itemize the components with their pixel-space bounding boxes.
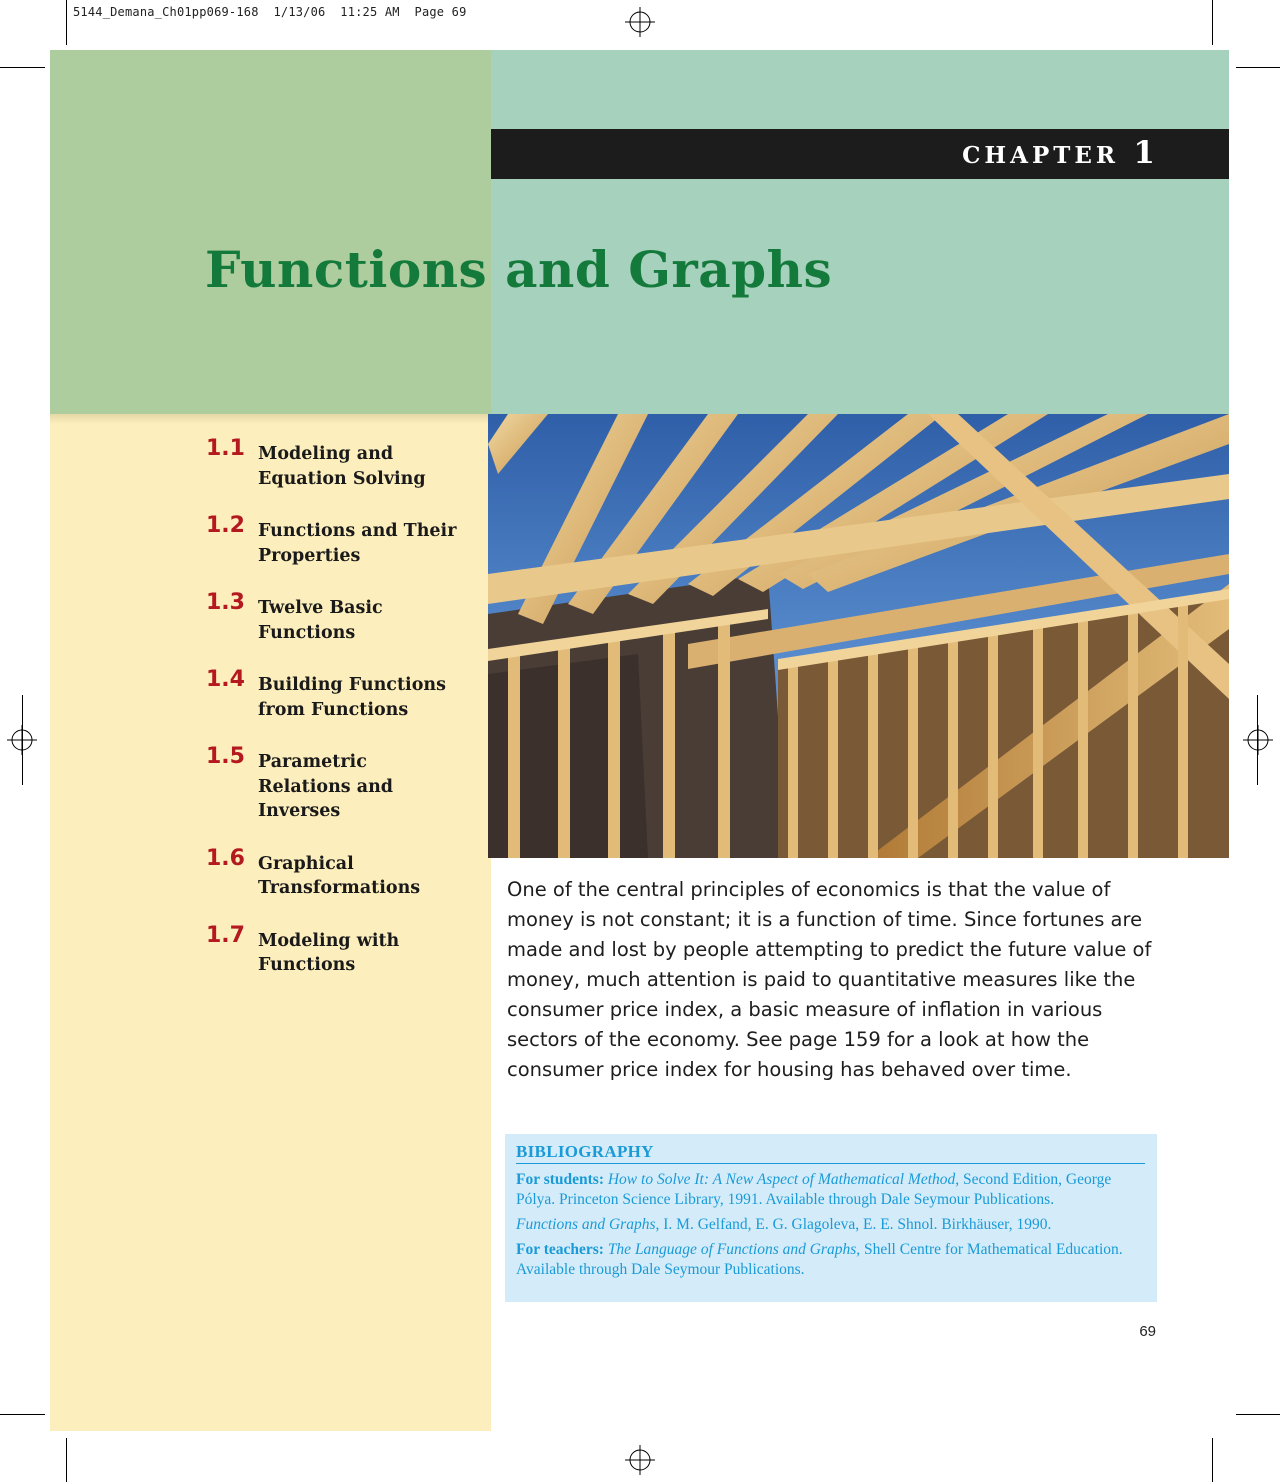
students-book-details: , Second Edition, George Pólya. Princeton Science Library, 1991. Available through Dale Seymour Publications. [516,1171,1112,1208]
second-book-title: Functions and Graphs [516,1216,656,1233]
table-of-contents [206,436,486,1000]
crop-mark [66,1438,67,1482]
crop-mark [1236,1414,1280,1415]
registration-mark-icon [625,7,655,37]
crop-mark [22,695,23,785]
crop-mark [1212,1438,1213,1482]
page-number: 69 [1139,1323,1156,1340]
crop-mark [66,0,67,45]
toc-section-title: Parametric Relations and Inverses [258,752,394,821]
bibliography-heading: BIBLIOGRAPHY [516,1142,1145,1164]
toc-section-title: Twelve Basic Functions [258,598,383,643]
toc-item-1-2[interactable] [206,513,486,568]
toc-section-number: 1.1 [206,436,245,461]
teachers-book-title: The Language of Functions and Graphs [607,1241,857,1258]
registration-mark-icon [625,1445,655,1475]
crop-mark [0,67,45,68]
sidebar-shadow [50,414,491,424]
toc-item-1-4[interactable] [206,667,486,722]
teachers-label: For teachers: [516,1241,604,1258]
toc-item-1-5[interactable] [206,744,486,824]
toc-section-number: 1.2 [206,513,245,538]
teachers-book-details: , Shell Centre for Mathematical Education. Available through Dale Seymour Publications. [516,1241,1123,1278]
print-slug: 5144_Demana_Ch01pp069-168 1/13/06 11:25 AM Page 69 [73,5,467,19]
crop-mark [1212,0,1213,45]
header-band-right [491,50,1229,414]
toc-item-1-6[interactable] [206,846,486,901]
toc-section-number: 1.3 [206,590,245,615]
toc-section-title: Modeling and Equation Solving [258,444,426,489]
second-book-details: , I. M. Gelfand, E. G. Glagoleva, E. E. Shnol. Birkhäuser, 1990. [655,1216,1052,1233]
bibliography-entry-second [516,1215,1145,1235]
chapter-label: CHAPTER [962,142,1119,169]
crop-mark [1236,67,1280,68]
toc-item-1-3[interactable] [206,590,486,645]
toc-section-number: 1.6 [206,845,245,871]
chapter-title: Functions and Graphs [205,240,833,299]
bibliography-entry-students [516,1170,1145,1210]
bibliography-box [505,1134,1157,1302]
toc-section-title: Graphical Transformations [258,853,421,898]
chapter-number: 1 [1133,135,1155,171]
intro-paragraph: One of the central principles of economics is that the value of money is not constant; it is a function of time. Since fortunes are made and lost by people attempting to predict the future value of money, much attention is paid to quantitative measures like the consumer price index, a basic measure of inflation in various sectors of the economy. See page 159 for a look at how the consumer price index for housing has behaved over time. [507,878,1152,1081]
chapter-bar [491,129,1229,179]
toc-section-title: Modeling with Functions [258,930,400,975]
house-framing-photo [488,414,1229,858]
toc-section-title: Building Functions from Functions [258,675,446,720]
header-band-left [50,50,491,414]
crop-mark [1257,695,1258,785]
toc-section-number: 1.7 [206,922,245,948]
toc-item-1-1[interactable] [206,436,486,491]
students-book-title: How to Solve It: A New Aspect of Mathematical Method [607,1171,956,1188]
crop-mark [0,1414,45,1415]
registration-mark-icon [1243,725,1273,755]
toc-section-number: 1.5 [206,744,245,769]
toc-section-number: 1.4 [206,667,245,692]
toc-item-1-7[interactable] [206,923,486,978]
bibliography-entry-teachers [516,1240,1145,1280]
students-label: For students: [516,1171,604,1188]
toc-section-title: Functions and Their Properties [258,521,457,566]
